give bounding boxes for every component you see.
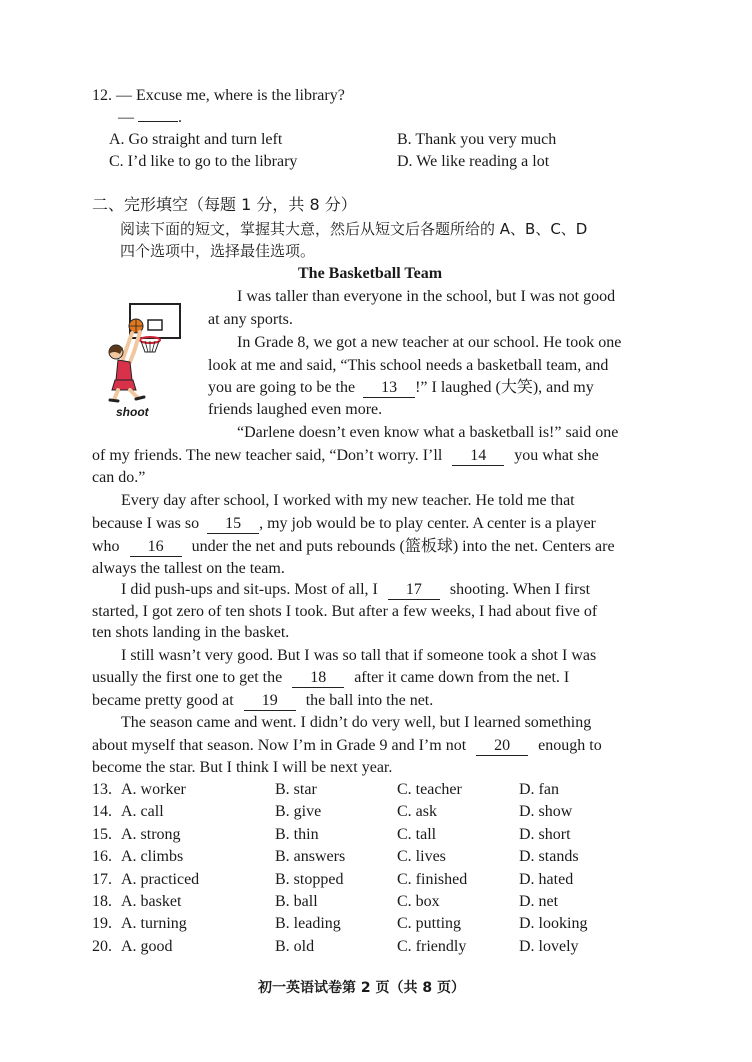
passage-line-12 [92, 537, 615, 557]
passage-line-9: can do.” [92, 469, 146, 486]
passage-text: who [92, 538, 120, 555]
option-choice-b: B. old [275, 937, 315, 955]
option-choice-a: A. call [121, 803, 164, 821]
option-choice-c: C. tall [397, 825, 437, 843]
passage-text: enough to [538, 737, 602, 754]
passage-line-2: at any sports. [208, 311, 293, 328]
option-number: 16. [92, 848, 112, 866]
option-choice-a: A. climbs [121, 848, 184, 866]
passage-line-11 [92, 514, 596, 534]
passage-text: usually the first one to get the [92, 669, 283, 686]
option-choice-c: C. putting [397, 915, 462, 933]
passage-line-1: I was taller than everyone in the school, but I was not good [237, 288, 616, 305]
passage-line-5 [208, 378, 594, 398]
option-number: 15. [92, 825, 112, 843]
q12-option-c: C. I’d like to go to the library [109, 153, 298, 170]
passage-line-21 [92, 736, 602, 756]
passage-text: the ball into the net. [305, 692, 434, 709]
section2-heading: 二、完形填空（每题 1 分，共 8 分） [92, 195, 357, 214]
option-choice-d: D. show [519, 803, 573, 821]
option-choice-d: D. net [519, 893, 559, 910]
option-choice-b: B. leading [275, 915, 341, 933]
blank-20: 20 [476, 737, 528, 756]
passage-text: of my friends. The new teacher said, “Don’t worry. I’ll [92, 447, 443, 464]
q12-option-d: D. We like reading a lot [397, 153, 550, 170]
passage-line-18 [92, 668, 569, 688]
passage-line-8 [92, 446, 599, 466]
option-choice-a: A. basket [121, 893, 182, 910]
blank-18: 18 [292, 669, 344, 688]
blank-19: 19 [244, 692, 296, 711]
option-choice-b: B. thin [275, 825, 319, 843]
section2-instruction-1: 阅读下面的短文，掌握其大意，然后从短文后各题所给的 A、B、C、D [120, 220, 588, 238]
blank-14: 14 [452, 447, 504, 466]
option-choice-a: A. turning [121, 915, 187, 933]
option-number: 19. [92, 915, 112, 933]
passage-line-22: become the star. But I think I will be next year. [92, 759, 393, 776]
passage-line-15: started, I got zero of ten shots I took. But after a few weeks, I had about five of [92, 603, 598, 620]
option-row [0, 913, 752, 935]
option-choice-a: A. practiced [121, 870, 200, 888]
section2-instruction-2: 四个选项中，选择最佳选项。 [120, 242, 316, 260]
option-choice-b: B. star [275, 781, 317, 798]
option-row [0, 846, 752, 868]
passage-text: !” I laughed (大笑), and my [415, 379, 594, 396]
option-choice-c: C. lives [397, 848, 446, 866]
passage-line-14 [121, 580, 590, 600]
option-number: 17. [92, 870, 112, 888]
basketball-player-illustration [100, 300, 192, 404]
option-choice-d: D. stands [519, 848, 579, 866]
option-choice-b: B. stopped [275, 870, 344, 888]
passage-line-6: friends laughed even more. [208, 401, 383, 418]
passage-text: you are going to be the [208, 379, 356, 396]
passage-line-13: always the tallest on the team. [92, 560, 285, 577]
illustration-caption: shoot [116, 405, 149, 419]
q12-option-b: B. Thank you very much [397, 131, 557, 148]
option-choice-c: C. finished [397, 870, 468, 888]
option-choice-b: B. give [275, 803, 322, 821]
option-row [0, 936, 752, 958]
q12-dash: — [118, 109, 134, 126]
blank-17: 17 [388, 581, 440, 600]
option-choice-b: B. answers [275, 848, 346, 866]
q12-stem: 12. — Excuse me, where is the library? [92, 87, 345, 104]
passage-text: you what she [514, 447, 599, 464]
option-choice-d: D. looking [519, 915, 588, 933]
passage-line-4: look at me and said, “This school needs a basketball team, and [208, 357, 609, 374]
option-choice-a: A. good [121, 937, 173, 955]
option-choice-c: C. friendly [397, 937, 467, 955]
option-choice-b: B. ball [275, 893, 318, 910]
passage-line-7: “Darlene doesn’t even know what a basketball is!” said one [237, 424, 619, 441]
option-row [0, 869, 752, 891]
passage-text: became pretty good at [92, 692, 234, 709]
passage-line-20: The season came and went. I didn’t do very well, but I learned something [121, 714, 592, 731]
option-choice-d: D. fan [519, 781, 559, 798]
option-number: 14. [92, 803, 112, 821]
page-footer: 初一英语试卷第 2 页（共 8 页） [258, 980, 465, 996]
option-choice-d: D. short [519, 825, 571, 843]
option-choice-d: D. hated [519, 870, 574, 888]
passage-text: under the net and puts rebounds (篮板球) into the net. Centers are [191, 538, 615, 555]
option-number: 20. [92, 937, 112, 955]
option-row [0, 801, 752, 823]
passage-title: The Basketball Team [298, 265, 443, 282]
passage-text: shooting. When I first [449, 581, 591, 598]
option-choice-c: C. box [397, 893, 440, 910]
q12-period: . [178, 109, 182, 126]
passage-text: after it came down from the net. I [354, 669, 570, 686]
q12-option-a: A. Go straight and turn left [109, 131, 283, 148]
option-choice-c: C. teacher [397, 781, 462, 798]
passage-text: because I was so [92, 515, 200, 532]
option-row [0, 824, 752, 846]
option-choice-c: C. ask [397, 803, 437, 821]
passage-line-10: Every day after school, I worked with my new teacher. He told me that [121, 492, 575, 509]
passage-line-16: ten shots landing in the basket. [92, 624, 290, 641]
q12-answer-line [118, 108, 182, 128]
option-row [0, 779, 752, 801]
passage-line-19 [92, 691, 433, 711]
blank-13: 13 [363, 379, 415, 398]
passage-line-17: I still wasn’t very good. But I was so tall that if someone took a shot I was [121, 647, 597, 664]
option-choice-a: A. worker [121, 781, 186, 798]
option-choice-a: A. strong [121, 825, 181, 843]
option-choice-d: D. lovely [519, 937, 579, 955]
blank-16: 16 [130, 538, 182, 557]
passage-text: about myself that season. Now I’m in Grade 9 and I’m not [92, 737, 467, 754]
option-number: 18. [92, 893, 112, 910]
passage-text: , my job would be to play center. A center is a player [259, 515, 596, 532]
option-row [0, 891, 752, 913]
blank-15: 15 [207, 515, 259, 534]
passage-line-3: In Grade 8, we got a new teacher at our school. He took one [237, 334, 622, 351]
option-number: 13. [92, 781, 112, 798]
passage-text: I did push-ups and sit-ups. Most of all, I [121, 581, 378, 598]
q12-blank [138, 121, 178, 122]
